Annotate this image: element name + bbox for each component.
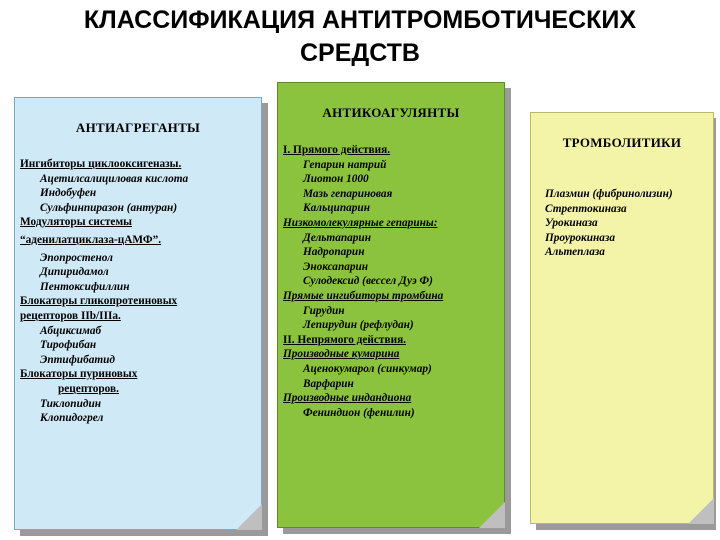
list-item: Плазмин (фибринолизин): [545, 188, 673, 200]
list-item: Эноксапарин: [303, 260, 369, 273]
list-item: Варфарин: [303, 377, 354, 390]
list-item: Фениндион (фенилин): [303, 406, 415, 419]
list-item-group: II. Непрямого действия.: [283, 333, 407, 346]
page-title: [0, 4, 720, 70]
list-item: Надропарин: [303, 246, 365, 259]
list-item: Клопидогрел: [40, 412, 104, 425]
list-item: Альтеплаза: [545, 246, 605, 259]
list-item-group: “аденилатциклаза-цАМФ”.: [20, 233, 162, 246]
list-item: Стрептокиназа: [545, 202, 627, 215]
list-item-group: I. Прямого действия.: [283, 144, 391, 156]
list-item: Пентоксифиллин: [40, 280, 130, 293]
antiplatelet-panel: [14, 97, 262, 530]
list-item: Эптифибатид: [40, 353, 116, 366]
thrombolytics-list: [545, 187, 673, 260]
list-item-group: Производные индандиона: [283, 392, 412, 405]
anticoagulants-list: [283, 143, 443, 420]
anticoagulants-panel: [277, 82, 505, 528]
list-item-group: Блокаторы гликопротеиновых: [20, 295, 178, 308]
antiplatelet-header: АНТИАГРЕГАНТЫ: [75, 120, 201, 135]
list-item-group: Модуляторы системы: [20, 216, 132, 229]
title-line-2: СРЕДСТВ: [300, 39, 420, 67]
list-item: Дельтапарин: [303, 231, 371, 244]
list-item: Эпопростенол: [40, 251, 113, 264]
list-item: Гепарин натрий: [303, 158, 387, 171]
list-item-group: Производные кумарина: [283, 348, 400, 361]
list-item: Кальципарин: [303, 202, 370, 215]
page-curl-shade: [688, 498, 714, 524]
list-item: Тирофибан: [40, 339, 97, 352]
page-curl-shade: [236, 504, 262, 530]
thrombolytics-header: ТРОМБОЛИТИКИ: [562, 135, 682, 150]
list-item: Абциксимаб: [40, 324, 102, 337]
title-line-1: КЛАССИФИКАЦИЯ АНТИТРОМБОТИЧЕСКИХ: [83, 6, 637, 34]
list-item: Сульфинпиразон (антуран): [40, 201, 178, 214]
list-item: Урокиназа: [545, 217, 598, 230]
thrombolytics-panel: [530, 112, 714, 524]
antiplatelet-list: [20, 157, 188, 426]
list-item-group: рецепторов IIb/IIIa.: [20, 309, 121, 322]
page-curl-shade: [479, 502, 505, 528]
list-item: Проурокиназа: [545, 231, 616, 244]
list-item: Лиотон 1000: [303, 173, 369, 186]
list-item-group: рецепторов.: [58, 382, 119, 395]
list-item: Аценокумарол (синкумар): [303, 362, 432, 375]
list-item: Сулодексид (вессел Дуэ Ф): [303, 275, 433, 288]
list-item-group: Ингибиторы циклооксигеназы.: [20, 158, 182, 170]
list-item: Лепирудин (рефлудан): [303, 319, 414, 332]
list-item: Индобуфен: [40, 187, 97, 200]
list-item: Мазь гепариновая: [303, 187, 393, 200]
list-item: Дипиридамол: [40, 266, 109, 279]
list-item: Ацетилсалициловая кислота: [40, 172, 189, 185]
list-item: Гирудин: [303, 304, 345, 317]
list-item-group: Прямые ингибиторы тромбина: [283, 289, 444, 302]
list-item: Тиклопидин: [40, 397, 102, 410]
anticoagulants-header: АНТИКОАГУЛЯНТЫ: [322, 105, 460, 120]
list-item-group: Блокаторы пуриновых: [20, 368, 138, 381]
list-item-group: Низкомолекулярные гепарины:: [283, 216, 438, 229]
